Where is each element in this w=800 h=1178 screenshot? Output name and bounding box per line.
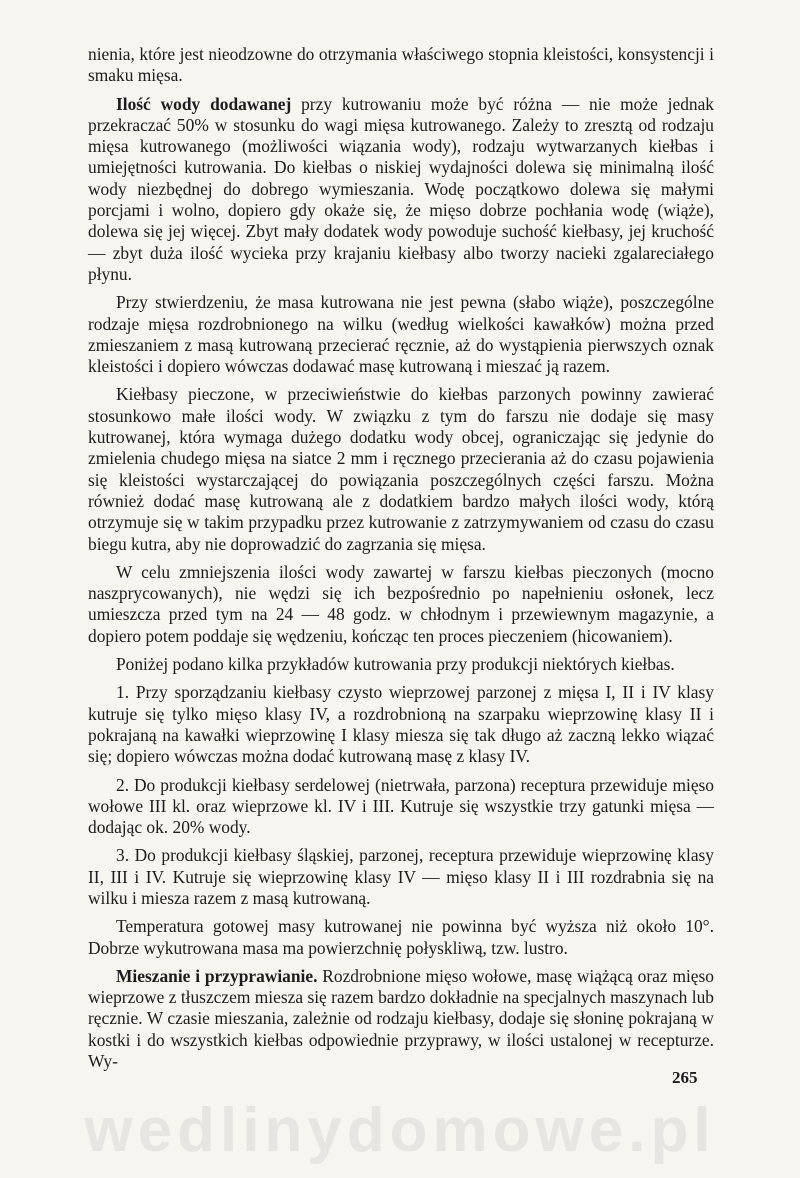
paragraph: nienia, które jest nieodzowne do otrzymania właściwego stopnia kleistości, konsystencji i smaku mięsa. [88, 44, 714, 86]
paragraph-heading: Mieszanie i przyprawianie. [116, 965, 318, 986]
paragraph: Poniżej podano kilka przykładów kutrowania przy produkcji niektórych kiełbas. [116, 654, 675, 675]
paragraph: 2. Do produkcji kiełbasy serdelowej (nietrwała, parzona) receptura przewiduje mięso wołowe III kl. oraz wieprzowe kl. IV i III. Kutruje się wszystkie trzy gatunki mięsa — dodając ok. 20% wody. [88, 774, 714, 838]
paragraph: Mieszanie i przyprawianie. Rozdrobnione mięso wołowe, masę wiążącą oraz mięso wieprzowe z tłuszczem miesza się razem bardzo dokładnie na specjalnych maszynach lub ręcznie. W czasie mieszania, zależnie od rodzaju kiełbasy, dodaje się słoninę pokrajaną w kostki i do wszystkich kiełbas odpowiednie przyprawy, w ilości ustalonej w recepturze. Wy- [88, 965, 714, 1072]
paragraph: Ilość wody dodawanej przy kutrowaniu może być różna — nie może jednak przekraczać 50% w stosunku do wagi mięsa kutrowanego. Zależy to zresztą od rodzaju mięsa kutrowanego (możliwości wiązania wody), rodzaju wytwarzanych kiełbas i umiejętności kutrowania. Do kiełbas o niskiej wydajności dolewa się minimalną ilość wody niezbędnej do dobrego wymieszania. Wodę początkowo dolewa się małymi porcjami i wolno, dopiero gdy okaże się, że mięso dobrze pochłania wodę (wiąże), dolewa się jej więcej. Zbyt mały dodatek wody powoduje suchość kiełbasy, jej kruchość — zbyt duża ilość wycieka przy krajaniu kiełbasy albo tworzy nacieki zgalareciałego płynu. [88, 93, 714, 284]
paragraph: Kiełbasy pieczone, w przeciwieństwie do kiełbas parzonych powinny zawierać stosunkowo małe ilości wody. W związku z tym do farszu nie dodaje się masy kutrowanej, która wymaga dużego dodatku wody obcej, ograniczając się jedynie do zmielenia chudego mięsa na siatce 2 mm i ręcznego przecierania aż do czasu pojawienia się kleistości wystarczającej do powiązania poszczególnych części farszu. Można również dodać masę kutrowaną ale z dodatkiem bardzo małych ilości wody, którą otrzymuje się w takim przypadku przez kutrowanie z zatrzymywaniem od czasu do czasu biegu kutra, aby nie doprowadzić do zagrzania się mięsa. [88, 384, 714, 554]
paragraph: 3. Do produkcji kiełbasy śląskiej, parzonej, receptura przewiduje wieprzowinę klasy II, III i IV. Kutruje się wieprzowinę klasy IV — mięso klasy II i III rozdrabnia się na wilku i miesza razem z masą kutrowaną. [88, 845, 714, 908]
paragraph: Przy stwierdzeniu, że masa kutrowana nie jest pewna (słabo wiąże), poszczególne rodzaje mięsa rozdrobnionego na wilku (według wielkości kawałków) można przed zmieszaniem z masą kutrowaną przecierać ręcznie, aż do wystąpienia pierwszych oznak kleistości i dopiero wówczas dodawać masę kutrowaną i mieszać ją razem. [88, 292, 714, 377]
body-text [88, 44, 714, 1079]
page-number: 265 [672, 1068, 698, 1087]
watermark: wedlinydomowe.pl [84, 1096, 716, 1165]
paragraph: W celu zmniejszenia ilości wody zawartej w farszu kiełbas pieczonych (mocno naszprycowanych), nie wędzi się ich bezpośrednio po napełnieniu osłonek, lecz umieszcza przed tym na 24 — 48 godz. w chłodnym i przewiewnym magazynie, a dopiero potem poddaje się wędzeniu, kończąc ten proces pieczeniem (hicowaniem). [88, 561, 714, 646]
paragraph-heading: Ilość wody dodawanej [116, 93, 292, 114]
paragraph: Temperatura gotowej masy kutrowanej nie powinna być wyższa niż około 10°. Dobrze wykutrowana masa ma powierzchnię połyskliwą, tzw. lustro. [88, 916, 714, 958]
paragraph: 1. Przy sporządzaniu kiełbasy czysto wieprzowej parzonej z mięsa I, II i IV klasy kutruje się tylko mięso klasy IV, a rozdrobnioną na szarpaku wieprzowinę klasy II i pokrajaną na kawałki wieprzowinę I klasy miesza się tak długo aż zaczną lekko wiązać się; dopiero wówczas można dodać kutrowaną masę z klasy IV. [88, 682, 714, 767]
